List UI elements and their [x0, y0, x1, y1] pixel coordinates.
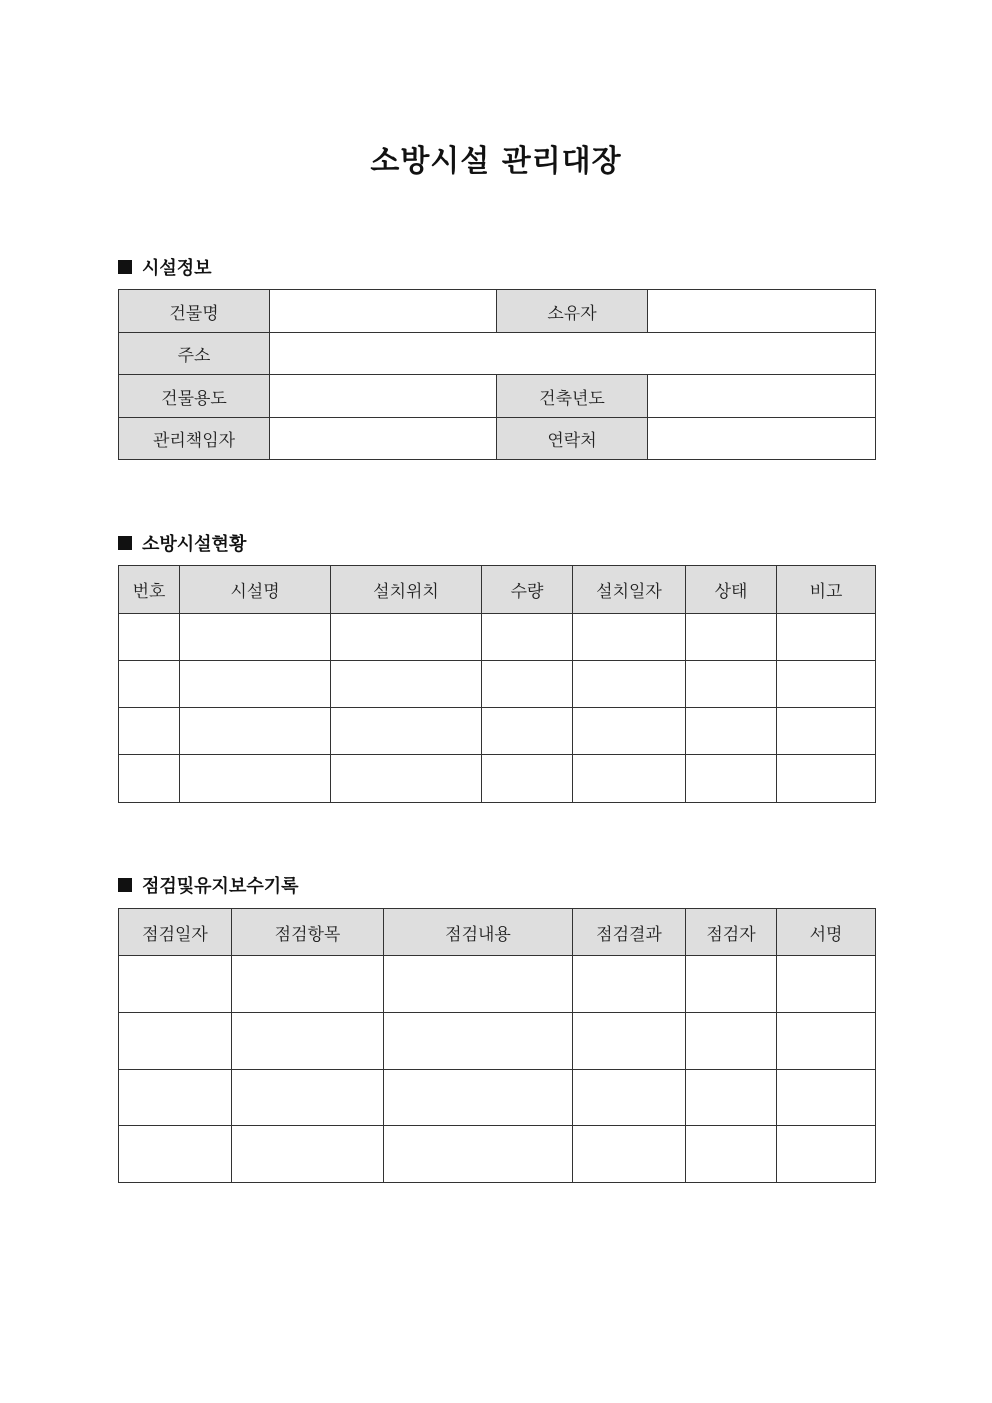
table-row	[119, 755, 876, 803]
table-cell[interactable]	[119, 1126, 232, 1183]
contact-label: 연락처	[497, 418, 648, 460]
table-cell[interactable]	[482, 661, 573, 708]
section-heading-label: 점검및유지보수기록	[142, 876, 299, 897]
table-cell[interactable]	[119, 708, 180, 755]
building-name-label: 건물명	[119, 290, 270, 333]
section-heading-inspection-log	[118, 872, 299, 898]
address-label: 주소	[119, 333, 270, 375]
table-cell[interactable]	[119, 1070, 232, 1126]
table-cell[interactable]	[482, 614, 573, 661]
table-cell[interactable]	[777, 1013, 876, 1070]
square-bullet-icon	[118, 260, 132, 274]
column-header-inspection-details: 점검내용	[384, 909, 573, 956]
facility-info-table	[118, 289, 876, 460]
table-cell[interactable]	[384, 1070, 573, 1126]
building-name-field[interactable]	[270, 290, 497, 333]
page-title: 소방시설 관리대장	[370, 144, 622, 179]
table-row	[119, 956, 876, 1013]
table-cell[interactable]	[482, 755, 573, 803]
table-cell[interactable]	[686, 708, 777, 755]
column-header-inspector: 점검자	[686, 909, 777, 956]
table-row	[119, 661, 876, 708]
table-cell[interactable]	[331, 614, 482, 661]
construction-year-field[interactable]	[648, 375, 876, 418]
contact-field[interactable]	[648, 418, 876, 460]
table-cell[interactable]	[686, 956, 777, 1013]
table-cell[interactable]	[384, 1126, 573, 1183]
building-use-field[interactable]	[270, 375, 497, 418]
table-cell[interactable]	[686, 1013, 777, 1070]
table-row	[119, 708, 876, 755]
table-cell[interactable]	[331, 661, 482, 708]
table-row	[119, 290, 876, 333]
square-bullet-icon	[118, 536, 132, 550]
table-cell[interactable]	[573, 1070, 686, 1126]
table-cell[interactable]	[573, 661, 686, 708]
table-cell[interactable]	[384, 1013, 573, 1070]
table-row	[119, 333, 876, 375]
table-cell[interactable]	[777, 614, 876, 661]
owner-label: 소유자	[497, 290, 648, 333]
table-cell[interactable]	[482, 708, 573, 755]
square-bullet-icon	[118, 878, 132, 892]
table-cell[interactable]	[331, 755, 482, 803]
table-cell[interactable]	[119, 1013, 232, 1070]
manager-field[interactable]	[270, 418, 497, 460]
column-header-install-date: 설치일자	[573, 566, 686, 614]
inspection-log-table	[118, 908, 876, 1183]
table-row	[119, 1070, 876, 1126]
table-row	[119, 1013, 876, 1070]
table-cell[interactable]	[573, 1013, 686, 1070]
table-cell[interactable]	[686, 614, 777, 661]
table-cell[interactable]	[777, 708, 876, 755]
column-header-facility-name: 시설명	[180, 566, 331, 614]
table-cell[interactable]	[686, 1126, 777, 1183]
table-cell[interactable]	[686, 661, 777, 708]
building-use-label: 건물용도	[119, 375, 270, 418]
column-header-signature: 서명	[777, 909, 876, 956]
column-header-status: 상태	[686, 566, 777, 614]
column-header-install-location: 설치위치	[331, 566, 482, 614]
table-row	[119, 375, 876, 418]
table-cell[interactable]	[777, 661, 876, 708]
table-cell[interactable]	[232, 1126, 384, 1183]
table-header-row	[119, 909, 876, 956]
table-cell[interactable]	[686, 755, 777, 803]
table-cell[interactable]	[777, 755, 876, 803]
table-cell[interactable]	[119, 755, 180, 803]
column-header-inspection-item: 점검항목	[232, 909, 384, 956]
table-row	[119, 614, 876, 661]
section-heading-label: 소방시설현황	[142, 534, 247, 555]
table-row	[119, 1126, 876, 1183]
table-cell[interactable]	[119, 661, 180, 708]
table-header-row	[119, 566, 876, 614]
table-cell[interactable]	[573, 755, 686, 803]
table-cell[interactable]	[573, 956, 686, 1013]
table-cell[interactable]	[686, 1070, 777, 1126]
table-cell[interactable]	[180, 614, 331, 661]
table-cell[interactable]	[384, 956, 573, 1013]
owner-field[interactable]	[648, 290, 876, 333]
table-cell[interactable]	[232, 1013, 384, 1070]
table-cell[interactable]	[777, 1126, 876, 1183]
table-cell[interactable]	[232, 956, 384, 1013]
table-cell[interactable]	[777, 1070, 876, 1126]
table-cell[interactable]	[180, 661, 331, 708]
section-heading-label: 시설정보	[142, 258, 212, 279]
column-header-quantity: 수량	[482, 566, 573, 614]
table-cell[interactable]	[180, 708, 331, 755]
column-header-number: 번호	[119, 566, 180, 614]
manager-label: 관리책임자	[119, 418, 270, 460]
table-cell[interactable]	[777, 956, 876, 1013]
column-header-inspection-result: 점검결과	[573, 909, 686, 956]
table-cell[interactable]	[119, 956, 232, 1013]
table-cell[interactable]	[119, 614, 180, 661]
table-cell[interactable]	[573, 708, 686, 755]
table-cell[interactable]	[573, 614, 686, 661]
column-header-remarks: 비고	[777, 566, 876, 614]
fire-equipment-table	[118, 565, 876, 803]
section-heading-fire-equipment	[118, 530, 246, 556]
section-heading-facility-info	[118, 254, 212, 280]
table-row	[119, 418, 876, 460]
address-field[interactable]	[270, 333, 876, 375]
table-cell[interactable]	[232, 1070, 384, 1126]
column-header-inspection-date: 점검일자	[119, 909, 232, 956]
construction-year-label: 건축년도	[497, 375, 648, 418]
table-cell[interactable]	[573, 1126, 686, 1183]
table-cell[interactable]	[331, 708, 482, 755]
table-cell[interactable]	[180, 755, 331, 803]
